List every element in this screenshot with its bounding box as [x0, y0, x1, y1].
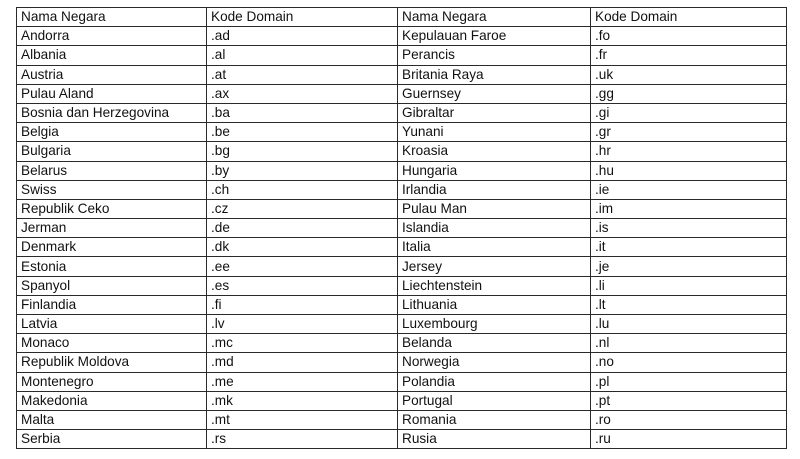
table-row: [17, 123, 787, 142]
domain-code-cell: .be: [207, 123, 398, 142]
table-row: [17, 27, 787, 46]
country-name-cell: Spanyol: [17, 276, 207, 295]
domain-code-cell: .me: [207, 372, 398, 391]
domain-code-cell: .nl: [591, 334, 787, 353]
country-name-cell: Finlandia: [17, 295, 207, 314]
country-name-cell: Hungaria: [398, 161, 591, 180]
domain-code-cell: .cz: [207, 199, 398, 218]
domain-code-cell: .gg: [591, 84, 787, 103]
table-row: [17, 180, 787, 199]
header-row: [17, 8, 787, 27]
country-name-cell: Andorra: [17, 27, 207, 46]
country-name-cell: Republik Moldova: [17, 353, 207, 372]
country-name-cell: Swiss: [17, 180, 207, 199]
country-name-cell: Gibraltar: [398, 103, 591, 122]
domain-code-cell: .ch: [207, 180, 398, 199]
table-row: [17, 410, 787, 429]
country-name-cell: Liechtenstein: [398, 276, 591, 295]
country-name-cell: Italia: [398, 238, 591, 257]
domain-code-cell: .gi: [591, 103, 787, 122]
domain-code-cell: .ee: [207, 257, 398, 276]
country-name-cell: Irlandia: [398, 180, 591, 199]
domain-code-cell: .dk: [207, 238, 398, 257]
domain-code-cell: .li: [591, 276, 787, 295]
domain-code-cell: .ie: [591, 180, 787, 199]
country-name-cell: Guernsey: [398, 84, 591, 103]
country-name-cell: Perancis: [398, 46, 591, 65]
domain-code-cell: .mk: [207, 391, 398, 410]
country-name-cell: Britania Raya: [398, 65, 591, 84]
country-name-cell: Latvia: [17, 315, 207, 334]
country-name-cell: Albania: [17, 46, 207, 65]
country-name-cell: Makedonia: [17, 391, 207, 410]
table-row: [17, 391, 787, 410]
domain-code-cell: .hr: [591, 142, 787, 161]
domain-code-cell: .at: [207, 65, 398, 84]
table-row: [17, 372, 787, 391]
country-name-cell: Romania: [398, 410, 591, 429]
country-name-cell: Kroasia: [398, 142, 591, 161]
table-row: [17, 142, 787, 161]
domain-code-cell: .is: [591, 219, 787, 238]
country-name-cell: Kepulauan Faroe: [398, 27, 591, 46]
country-name-cell: Rusia: [398, 430, 591, 449]
country-name-cell: Jerman: [17, 219, 207, 238]
table-row: [17, 430, 787, 449]
domain-code-cell: .ba: [207, 103, 398, 122]
domain-code-cell: .im: [591, 199, 787, 218]
table-row: [17, 199, 787, 218]
domain-code-cell: .al: [207, 46, 398, 65]
domain-code-cell: .lv: [207, 315, 398, 334]
table-row: [17, 353, 787, 372]
country-name-cell: Belanda: [398, 334, 591, 353]
domain-code-cell: .ad: [207, 27, 398, 46]
country-name-cell: Denmark: [17, 238, 207, 257]
table-row: [17, 103, 787, 122]
header-country-name-right: Nama Negara: [398, 8, 591, 27]
country-name-cell: Austria: [17, 65, 207, 84]
header-domain-code-left: Kode Domain: [207, 8, 398, 27]
country-name-cell: Belgia: [17, 123, 207, 142]
country-name-cell: Luxembourg: [398, 315, 591, 334]
table-container: [16, 7, 787, 449]
domain-code-cell: .hu: [591, 161, 787, 180]
domain-code-cell: .lu: [591, 315, 787, 334]
country-name-cell: Serbia: [17, 430, 207, 449]
domain-code-cell: .fo: [591, 27, 787, 46]
country-name-cell: Pulau Aland: [17, 84, 207, 103]
domain-code-cell: .es: [207, 276, 398, 295]
domain-code-cell: .by: [207, 161, 398, 180]
domain-code-cell: .gr: [591, 123, 787, 142]
table-row: [17, 161, 787, 180]
country-name-cell: Yunani: [398, 123, 591, 142]
domain-code-cell: .pt: [591, 391, 787, 410]
domain-code-cell: .fr: [591, 46, 787, 65]
domain-code-cell: .mc: [207, 334, 398, 353]
domain-code-cell: .mt: [207, 410, 398, 429]
domain-code-cell: .bg: [207, 142, 398, 161]
domain-code-cell: .uk: [591, 65, 787, 84]
table-row: [17, 238, 787, 257]
country-name-cell: Pulau Man: [398, 199, 591, 218]
domain-code-cell: .no: [591, 353, 787, 372]
domain-code-cell: .md: [207, 353, 398, 372]
domain-code-cell: .ro: [591, 410, 787, 429]
header-domain-code-right: Kode Domain: [591, 8, 787, 27]
domain-code-cell: .it: [591, 238, 787, 257]
domain-code-cell: .ax: [207, 84, 398, 103]
table-body: [17, 27, 787, 449]
country-name-cell: Republik Ceko: [17, 199, 207, 218]
country-name-cell: Norwegia: [398, 353, 591, 372]
country-name-cell: Islandia: [398, 219, 591, 238]
country-name-cell: Portugal: [398, 391, 591, 410]
country-name-cell: Estonia: [17, 257, 207, 276]
country-name-cell: Montenegro: [17, 372, 207, 391]
domain-code-cell: .de: [207, 219, 398, 238]
table-row: [17, 334, 787, 353]
table-row: [17, 65, 787, 84]
domain-code-cell: .ru: [591, 430, 787, 449]
table-row: [17, 257, 787, 276]
country-name-cell: Belarus: [17, 161, 207, 180]
domain-code-cell: .pl: [591, 372, 787, 391]
header-country-name-left: Nama Negara: [17, 8, 207, 27]
domain-code-cell: .fi: [207, 295, 398, 314]
country-name-cell: Polandia: [398, 372, 591, 391]
table-row: [17, 84, 787, 103]
country-name-cell: Jersey: [398, 257, 591, 276]
domain-code-cell: .lt: [591, 295, 787, 314]
domain-code-cell: .je: [591, 257, 787, 276]
country-name-cell: Monaco: [17, 334, 207, 353]
country-name-cell: Malta: [17, 410, 207, 429]
domain-code-cell: .rs: [207, 430, 398, 449]
country-domain-table: [16, 7, 787, 449]
table-row: [17, 276, 787, 295]
country-name-cell: Bosnia dan Herzegovina: [17, 103, 207, 122]
table-row: [17, 295, 787, 314]
country-name-cell: Lithuania: [398, 295, 591, 314]
table-row: [17, 219, 787, 238]
country-name-cell: Bulgaria: [17, 142, 207, 161]
table-row: [17, 46, 787, 65]
table-row: [17, 315, 787, 334]
